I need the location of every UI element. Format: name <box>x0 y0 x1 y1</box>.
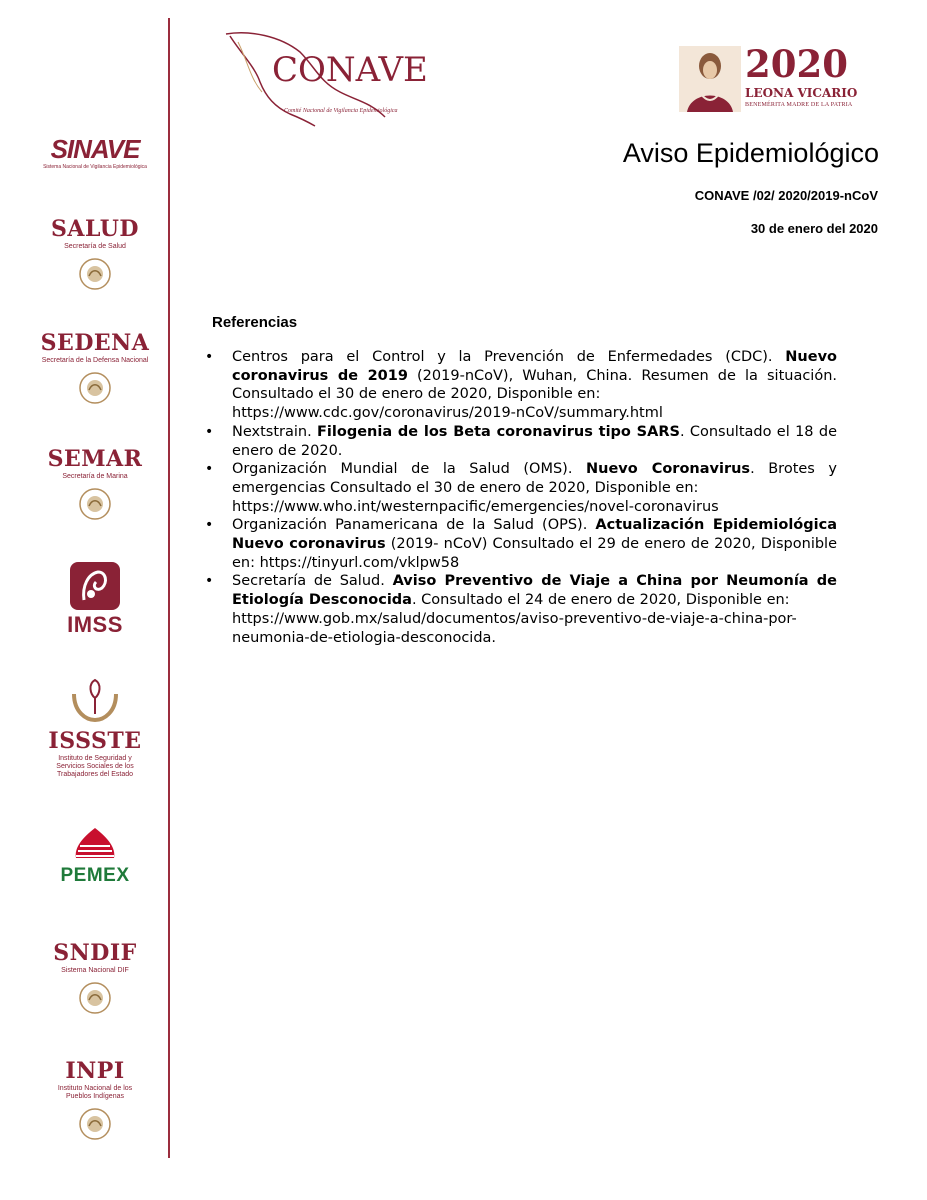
issste-wordmark: ISSSTE <box>48 728 142 754</box>
inpi-wordmark: INPI <box>65 1058 125 1084</box>
reference-title: Actualización Epidemiológica Nuevo coronavirus <box>232 517 837 553</box>
conave-logo <box>220 22 428 132</box>
references-heading: Referencias <box>212 314 298 331</box>
inpi-subtitle: Instituto Nacional de los Pueblos Indígenas <box>57 1085 133 1101</box>
sinave-wordmark: SINAVE <box>50 134 140 164</box>
salud-subtitle: Secretaría de Salud <box>64 243 126 250</box>
reference-title: Filogenia de los Beta coronavirus tipo SARS <box>317 423 680 440</box>
anniversary-year: 2020 <box>745 42 848 86</box>
mexico-coat-of-arms-icon <box>78 981 112 1015</box>
mexico-coat-of-arms-icon <box>78 1107 112 1141</box>
semar-wordmark: SEMAR <box>47 446 143 472</box>
pemex-eagle-icon <box>70 826 120 866</box>
sinave-logo <box>20 136 170 171</box>
reference-item: • Organización Mundial de la Salud (OMS). Nuevo Coronavirus. Brotes y emergencias Consultado el 30 de enero de 2020, Disponible en: https://www.who.int/westernpacific/emergencies/novel-coronavirus <box>232 460 837 516</box>
reference-item: • Organización Panamericana de la Salud (OPS). Actualización Epidemiológica Nuevo coronavirus (2019- nCoV) Consultado el 29 de enero de 2020, Disponible en: https://tinyurl.com/vklpw58 <box>232 516 837 572</box>
sinave-subtitle: Sistema Nacional de Vigilancia Epidemiológica <box>43 164 147 170</box>
sndif-wordmark: SNDIF <box>53 940 137 966</box>
reference-url[interactable]: https://www.who.int/westernpacific/emergencies/novel-coronavirus <box>232 498 719 515</box>
sedena-logo <box>20 332 170 405</box>
document-code: CONAVE /02/ 2020/2019-nCoV <box>694 188 878 203</box>
reference-title: Nuevo coronavirus de 2019 <box>232 349 837 384</box>
mexico-coat-of-arms-icon <box>78 487 112 521</box>
leona-vicario-portrait-icon <box>679 46 741 112</box>
conave-wordmark: CONAVE <box>272 50 428 90</box>
sedena-wordmark: SEDENA <box>40 330 150 356</box>
reference-item: • Centros para el Control y la Prevención de Enfermedades (CDC). Nuevo coronavirus de 2019 (2019-nCoV), Wuhan, China. Resumen de la situación. Consultado el 30 de enero de 2020, Disponible en: https://www.cdc.gov/coronavirus/2019-nCoV/summary.html <box>232 348 837 423</box>
sedena-subtitle: Secretaría de la Defensa Nacional <box>41 357 149 364</box>
anniversary-name: LEONA VICARIO <box>745 86 858 100</box>
reference-title: Aviso Preventivo de Viaje a China por Neumonía de Etiología Desconocida <box>232 573 837 609</box>
mexico-coat-of-arms-icon <box>78 371 112 405</box>
mexico-coat-of-arms-icon <box>78 257 112 291</box>
pemex-logo <box>20 826 170 885</box>
imss-wordmark: IMSS <box>67 612 123 637</box>
issste-subtitle: Instituto de Seguridad y Servicios Sociales de los Trabajadores del Estado <box>56 755 134 779</box>
reference-item: • Nextstrain. Filogenia de los Beta coronavirus tipo SARS. Consultado el 18 de enero de 2020. <box>232 423 837 460</box>
leona-vicario-2020-logo <box>679 42 859 112</box>
semar-subtitle: Secretaría de Marina <box>62 473 128 480</box>
imss-emblem-icon <box>68 560 122 612</box>
imss-logo <box>20 560 170 636</box>
sndif-subtitle: Sistema Nacional DIF <box>61 967 129 974</box>
reference-item: • Secretaría de Salud. Aviso Preventivo de Viaje a China por Neumonía de Etiología Desconocida. Consultado el 24 de enero de 2020, Disponible en: https://www.gob.mx/salud/documentos/aviso-preventivo-de-viaje-a-china-por-neumonia-de-etiologia-desconocida. <box>232 572 837 647</box>
reference-title: Nuevo Coronavirus <box>586 461 751 478</box>
salud-wordmark: SALUD <box>51 216 139 242</box>
issste-hands-icon <box>68 674 122 724</box>
issste-logo <box>20 674 170 779</box>
references-list <box>232 348 837 647</box>
pemex-wordmark: PEMEX <box>60 865 130 886</box>
reference-url[interactable]: https://www.gob.mx/salud/documentos/aviso-preventivo-de-viaje-a-china-por-neumonia-de-etiologia-desconocida. <box>232 610 797 646</box>
inpi-logo <box>20 1060 170 1141</box>
reference-url[interactable]: https://www.cdc.gov/coronavirus/2019-nCoV/summary.html <box>232 405 663 422</box>
sndif-logo <box>20 942 170 1015</box>
page-title: Aviso Epidemiológico <box>622 138 879 168</box>
conave-subtitle: Comité Nacional de Vigilancia Epidemiológica <box>284 108 398 114</box>
anniversary-note: BENEMÉRITA MADRE DE LA PATRIA <box>745 102 853 108</box>
semar-logo <box>20 448 170 521</box>
salud-logo <box>20 218 170 291</box>
document-date: 30 de enero del 2020 <box>750 221 878 236</box>
